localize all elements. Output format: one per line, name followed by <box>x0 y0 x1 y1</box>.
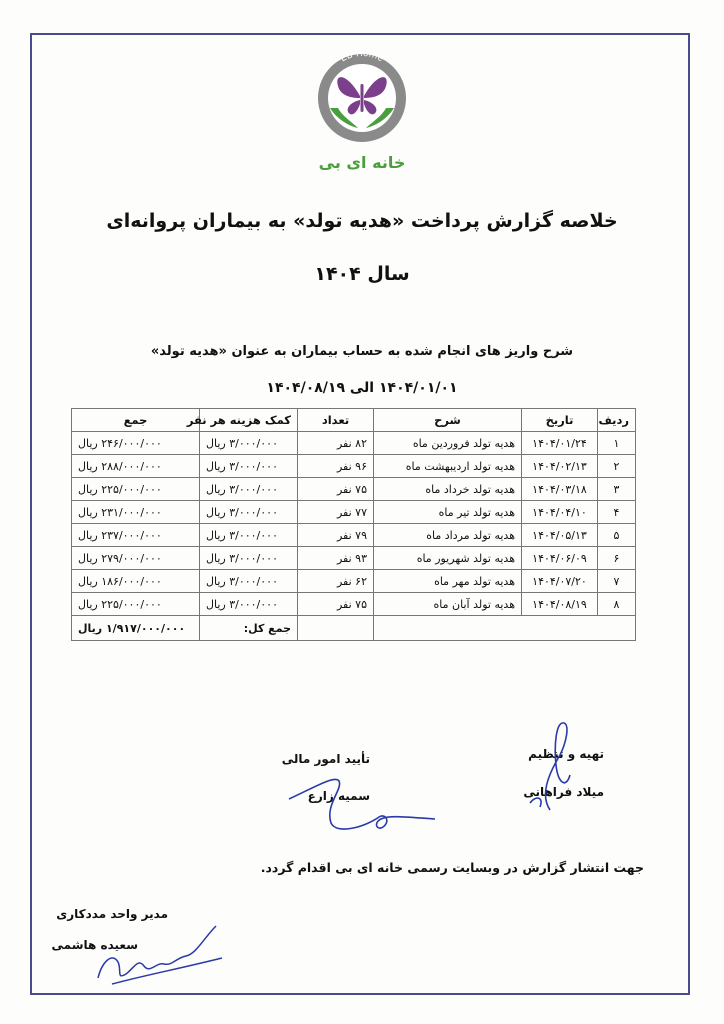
row-date: ۱۴۰۴/۰۷/۲۰ <box>522 570 598 593</box>
row-date: ۱۴۰۴/۰۴/۱۰ <box>522 501 598 524</box>
row-description: هدیه تولد اردیبهشت ماه <box>374 455 522 478</box>
table-row <box>72 547 636 570</box>
row-number: ۵ <box>598 524 636 547</box>
table-row <box>72 593 636 616</box>
row-description: هدیه تولد تیر ماه <box>374 501 522 524</box>
table-row <box>72 432 636 455</box>
row-number: ۷ <box>598 570 636 593</box>
row-count: ۷۵ نفر <box>298 593 374 616</box>
header-sum: جمع <box>72 409 200 432</box>
total-empty-cell <box>298 616 374 641</box>
finance-approval-name: سمیه زارع <box>307 789 370 803</box>
table-row <box>72 455 636 478</box>
total-value: ۱/۹۱۷/۰۰۰/۰۰۰ ریال <box>72 616 200 641</box>
row-count: ۶۲ نفر <box>298 570 374 593</box>
row-description: هدیه تولد شهریور ماه <box>374 547 522 570</box>
report-title: خلاصه گزارش پرداخت «هدیه تولد» به بیماران پروانه‌ای <box>106 210 618 232</box>
row-description: هدیه تولد آبان ماه <box>374 593 522 616</box>
row-sum: ۲۴۶/۰۰۰/۰۰۰ ریال <box>72 432 200 455</box>
row-sum: ۲۲۵/۰۰۰/۰۰۰ ریال <box>72 478 200 501</box>
row-date: ۱۴۰۴/۰۲/۱۳ <box>522 455 598 478</box>
row-per-person: ۳/۰۰۰/۰۰۰ ریال <box>200 524 298 547</box>
header-per-person: کمک هزینه هر نفر <box>200 409 298 432</box>
row-count: ۷۵ نفر <box>298 478 374 501</box>
row-count: ۹۶ نفر <box>298 455 374 478</box>
finance-signature <box>285 765 445 840</box>
eb-home-logo <box>308 48 416 173</box>
row-per-person: ۳/۰۰۰/۰۰۰ ریال <box>200 501 298 524</box>
row-number: ۶ <box>598 547 636 570</box>
prepared-signature <box>510 715 590 815</box>
table-row <box>72 478 636 501</box>
prepared-by-name: میلاد فراهانی <box>523 785 604 799</box>
date-range: ۱۴۰۴/۰۱/۰۱ الی ۱۴۰۴/۰۸/۱۹ <box>266 380 458 396</box>
table-row <box>72 524 636 547</box>
row-per-person: ۳/۰۰۰/۰۰۰ ریال <box>200 455 298 478</box>
table-total-row <box>72 616 636 641</box>
row-date: ۱۴۰۴/۰۵/۱۳ <box>522 524 598 547</box>
row-description: هدیه تولد مهر ماه <box>374 570 522 593</box>
row-date: ۱۴۰۴/۰۶/۰۹ <box>522 547 598 570</box>
row-number: ۴ <box>598 501 636 524</box>
row-date: ۱۴۰۴/۰۱/۲۴ <box>522 432 598 455</box>
finance-approval-label: تأیید امور مالی <box>281 752 370 766</box>
total-spacer <box>374 616 636 641</box>
row-per-person: ۳/۰۰۰/۰۰۰ ریال <box>200 432 298 455</box>
row-per-person: ۳/۰۰۰/۰۰۰ ریال <box>200 547 298 570</box>
table-row <box>72 501 636 524</box>
logo-ring-text: EB Home <box>339 48 385 65</box>
row-description: هدیه تولد فروردین ماه <box>374 432 522 455</box>
row-number: ۸ <box>598 593 636 616</box>
row-sum: ۲۸۸/۰۰۰/۰۰۰ ریال <box>72 455 200 478</box>
total-label: جمع کل: <box>200 616 298 641</box>
row-number: ۲ <box>598 455 636 478</box>
row-number: ۱ <box>598 432 636 455</box>
report-description: شرح واریز های انجام شده به حساب بیماران به عنوان «هدیه تولد» <box>150 344 574 359</box>
row-description: هدیه تولد خرداد ماه <box>374 478 522 501</box>
manager-label: مدیر واحد مددکاری <box>56 907 168 921</box>
header-row-number: ردیف <box>598 409 636 432</box>
row-per-person: ۳/۰۰۰/۰۰۰ ریال <box>200 570 298 593</box>
payments-table <box>71 408 636 641</box>
publish-note: جهت انتشار گزارش در وبسایت رسمی خانه ای بی اقدام گردد. <box>260 860 644 875</box>
row-count: ۹۳ نفر <box>298 547 374 570</box>
row-per-person: ۳/۰۰۰/۰۰۰ ریال <box>200 593 298 616</box>
row-description: هدیه تولد مرداد ماه <box>374 524 522 547</box>
table-row <box>72 570 636 593</box>
row-per-person: ۳/۰۰۰/۰۰۰ ریال <box>200 478 298 501</box>
row-sum: ۲۳۱/۰۰۰/۰۰۰ ریال <box>72 501 200 524</box>
logo-name: خانه ای بی <box>318 153 406 172</box>
manager-name: سعیده هاشمی <box>51 938 138 952</box>
row-sum: ۲۳۷/۰۰۰/۰۰۰ ریال <box>72 524 200 547</box>
row-count: ۷۹ نفر <box>298 524 374 547</box>
row-date: ۱۴۰۴/۰۳/۱۸ <box>522 478 598 501</box>
row-sum: ۲۷۹/۰۰۰/۰۰۰ ریال <box>72 547 200 570</box>
row-sum: ۲۲۵/۰۰۰/۰۰۰ ریال <box>72 593 200 616</box>
prepared-by-label: تهیه و تنظیم <box>528 747 604 761</box>
row-sum: ۱۸۶/۰۰۰/۰۰۰ ریال <box>72 570 200 593</box>
row-number: ۳ <box>598 478 636 501</box>
header-date: تاریخ <box>522 409 598 432</box>
manager-signature <box>92 918 232 988</box>
table-header-row <box>72 409 636 432</box>
header-count: تعداد <box>298 409 374 432</box>
row-count: ۷۷ نفر <box>298 501 374 524</box>
header-description: شرح <box>374 409 522 432</box>
row-date: ۱۴۰۴/۰۸/۱۹ <box>522 593 598 616</box>
report-year: سال ۱۴۰۴ <box>314 263 410 285</box>
row-count: ۸۲ نفر <box>298 432 374 455</box>
